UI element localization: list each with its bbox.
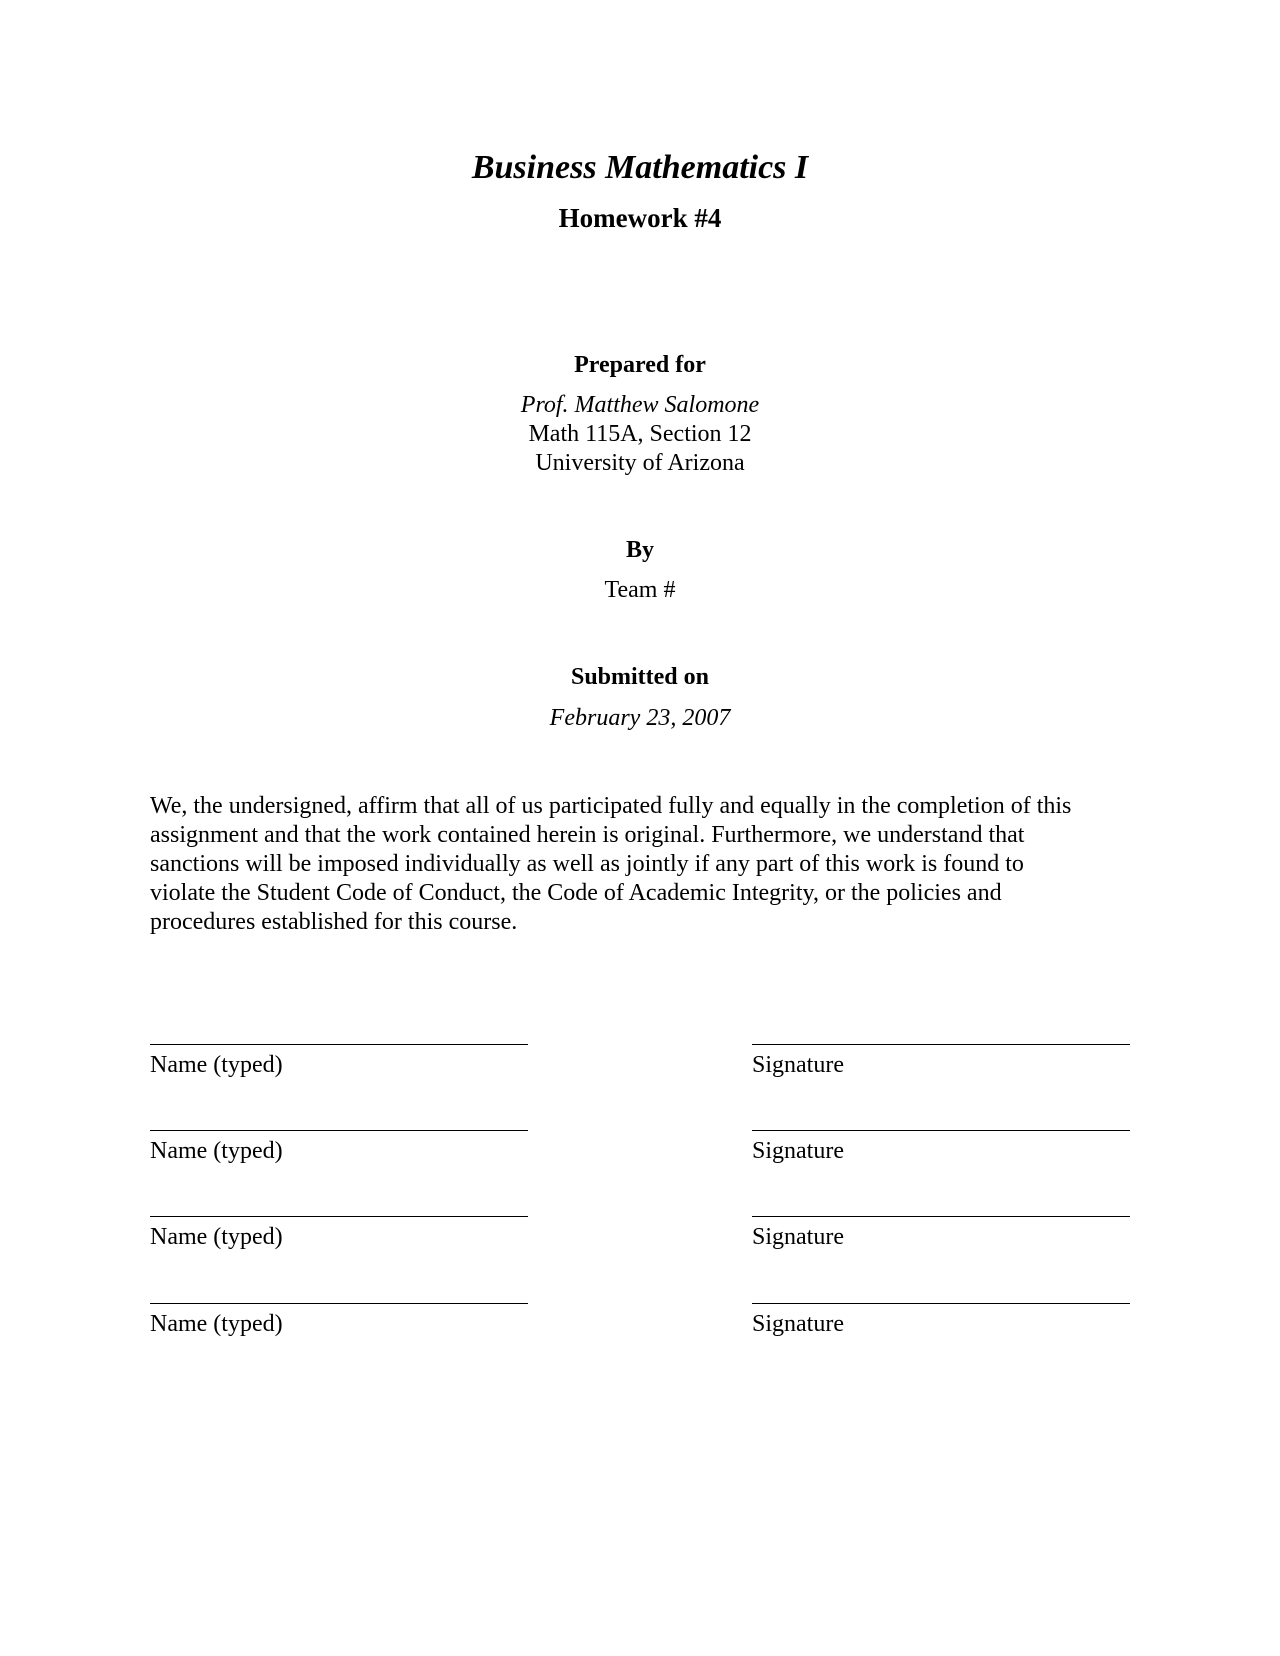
signature-label: Signature — [752, 1138, 844, 1164]
affirmation-line: procedures established for this course. — [150, 909, 518, 935]
name-field-3 — [150, 1216, 530, 1252]
signature-blank-line — [752, 1044, 1130, 1045]
name-field-2 — [150, 1130, 530, 1166]
team-number: Team # — [604, 577, 676, 603]
signature-field-4 — [752, 1303, 1132, 1339]
document-subtitle: Homework #4 — [558, 203, 722, 233]
university-name: University of Arizona — [535, 450, 745, 476]
affirmation-line: assignment and that the work contained herein is original. Furthermore, we understand that — [150, 822, 1025, 848]
signature-field-1 — [752, 1044, 1132, 1080]
submission-date: February 23, 2007 — [549, 705, 731, 731]
signature-label: Signature — [752, 1311, 844, 1337]
signature-blank-line — [752, 1216, 1130, 1217]
name-typed-label: Name (typed) — [150, 1224, 283, 1250]
name-field-1 — [150, 1044, 530, 1080]
name-blank-line — [150, 1303, 528, 1304]
affirmation-paragraph — [150, 792, 1140, 937]
name-field-4 — [150, 1303, 530, 1339]
signature-label: Signature — [752, 1224, 844, 1250]
prepared-for-label: Prepared for — [574, 352, 706, 378]
signature-blank-line — [752, 1130, 1130, 1131]
course-section: Math 115A, Section 12 — [528, 421, 752, 447]
name-blank-line — [150, 1216, 528, 1217]
affirmation-line: violate the Student Code of Conduct, the Code of Academic Integrity, or the policies and — [150, 880, 1002, 906]
signature-label: Signature — [752, 1052, 844, 1078]
signature-field-2 — [752, 1130, 1132, 1166]
name-typed-label: Name (typed) — [150, 1311, 283, 1337]
professor-name: Prof. Matthew Salomone — [520, 392, 760, 418]
name-blank-line — [150, 1044, 528, 1045]
affirmation-line: sanctions will be imposed individually as well as jointly if any part of this work is found to — [150, 851, 1024, 877]
submitted-on-label: Submitted on — [570, 664, 710, 690]
by-label: By — [625, 537, 654, 563]
affirmation-line: We, the undersigned, affirm that all of us participated fully and equally in the completion of this — [150, 793, 1072, 819]
name-typed-label: Name (typed) — [150, 1138, 283, 1164]
signature-blank-line — [752, 1303, 1130, 1304]
name-typed-label: Name (typed) — [150, 1052, 283, 1078]
document-title: Business Mathematics I — [471, 149, 809, 186]
signature-field-3 — [752, 1216, 1132, 1252]
name-blank-line — [150, 1130, 528, 1131]
